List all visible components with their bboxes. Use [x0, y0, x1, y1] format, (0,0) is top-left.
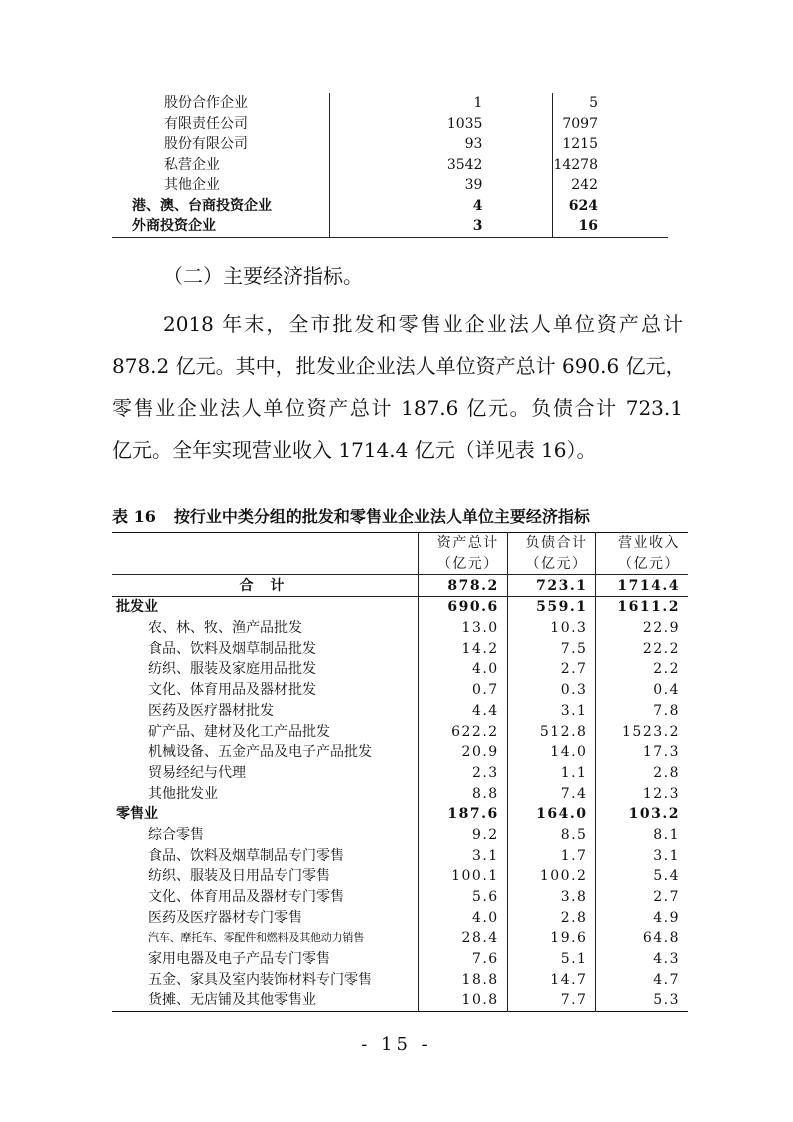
liabilities-value: 7.5 — [507, 638, 596, 659]
table-row — [112, 93, 668, 114]
table-row — [112, 866, 688, 887]
assets-value: 13.0 — [418, 618, 507, 639]
table-row — [112, 990, 688, 1011]
table-row — [112, 659, 688, 680]
table-16-header — [112, 533, 688, 575]
row-label: 外商投资企业 — [112, 216, 330, 237]
total-label: 合 计 — [112, 575, 418, 597]
table-row — [112, 887, 688, 908]
section-row — [112, 804, 688, 825]
table-row — [112, 701, 688, 722]
revenue-value: 1523.2 — [622, 723, 680, 740]
row-value-a: 1035 — [330, 114, 553, 135]
total-revenue: 1714.4 — [596, 575, 688, 597]
liabilities-value: 512.8 — [507, 721, 596, 742]
table-row — [112, 763, 688, 784]
liabilities-value: 14.0 — [507, 742, 596, 763]
section-heading: （二）主要经济指标。 — [163, 264, 363, 288]
assets-value: 10.8 — [418, 990, 507, 1011]
row-label: 食品、饮料及烟草制品专门零售 — [112, 845, 418, 866]
table-row — [112, 969, 688, 990]
row-value-b: 7097 — [562, 115, 598, 132]
row-value-a: 3542 — [330, 155, 553, 176]
row-value-a: 4 — [330, 196, 553, 217]
row-label: 汽车、摩托车、零配件和燃料及其他动力销售 — [112, 928, 418, 949]
row-label: 货摊、无店铺及其他零售业 — [112, 990, 418, 1011]
row-label: 综合零售 — [112, 825, 418, 846]
assets-value: 3.1 — [418, 845, 507, 866]
table-row — [112, 134, 668, 155]
row-label: 五金、家具及室内装饰材料专门零售 — [112, 969, 418, 990]
header-liabilities: 负债合计 — [507, 533, 596, 554]
row-value-a: 39 — [330, 175, 553, 196]
row-label: 机械设备、五金产品及电子产品批发 — [112, 742, 418, 763]
row-value-a: 3 — [330, 216, 553, 237]
assets-value: 20.9 — [418, 742, 507, 763]
table-row — [112, 783, 688, 804]
assets-value: 7.6 — [418, 949, 507, 970]
page-number: - 15 - — [361, 1034, 432, 1055]
row-label: 股份合作企业 — [112, 93, 330, 114]
table-row — [112, 638, 688, 659]
liabilities-value: 10.3 — [507, 618, 596, 639]
table-row — [112, 216, 668, 237]
revenue-value: 4.3 — [653, 951, 680, 968]
assets-value: 100.1 — [418, 866, 507, 887]
liabilities-value: 7.4 — [507, 783, 596, 804]
revenue-value: 2.2 — [653, 661, 680, 678]
row-label: 家用电器及电子产品专门零售 — [112, 949, 418, 970]
liabilities-value: 3.8 — [507, 887, 596, 908]
liabilities-value: 5.1 — [507, 949, 596, 970]
row-label: 矿产品、建材及化工产品批发 — [112, 721, 418, 742]
row-label: 有限责任公司 — [112, 114, 330, 135]
paragraph-line-1: 2018 年末，全市批发和零售业企业法人单位资产总计 — [163, 312, 683, 336]
assets-value: 9.2 — [418, 825, 507, 846]
enterprise-count-table — [112, 93, 668, 238]
table-row — [112, 175, 668, 196]
enterprise-count-table-body — [112, 93, 668, 237]
table-row — [112, 721, 688, 742]
total-row — [112, 575, 688, 597]
revenue-value: 22.2 — [642, 640, 680, 657]
assets-value: 4.0 — [418, 659, 507, 680]
table-row — [112, 907, 688, 928]
liabilities-value: 2.7 — [507, 659, 596, 680]
assets-value: 5.6 — [418, 887, 507, 908]
table-row — [112, 618, 688, 639]
row-value-a: 93 — [330, 134, 553, 155]
header-revenue: 营业收入 — [618, 535, 680, 552]
row-label: 农、林、牧、渔产品批发 — [112, 618, 418, 639]
revenue-value: 5.3 — [653, 992, 680, 1009]
table-row — [112, 949, 688, 970]
liabilities-value: 1.7 — [507, 845, 596, 866]
total-liabilities: 723.1 — [507, 575, 596, 597]
row-label: 纺织、服装及日用品专门零售 — [112, 866, 418, 887]
revenue-value: 12.3 — [642, 785, 680, 802]
row-label: 贸易经纪与代理 — [112, 763, 418, 784]
row-value-b: 14278 — [553, 156, 598, 173]
header-liabilities-unit: （亿元） — [507, 554, 596, 575]
row-value-b: 16 — [553, 216, 668, 237]
revenue-value: 4.9 — [653, 909, 680, 926]
header-assets-unit: （亿元） — [418, 554, 507, 575]
table-16-title: 按行业中类分组的批发和零售业企业法人单位主要经济指标 — [173, 507, 590, 526]
assets-value: 622.2 — [418, 721, 507, 742]
header-assets: 资产总计 — [418, 533, 507, 554]
row-label: 食品、饮料及烟草制品批发 — [112, 638, 418, 659]
paragraph-line-2: 878.2 亿元。其中，批发业企业法人单位资产总计 690.6 亿元， — [112, 354, 686, 378]
assets-value: 2.3 — [418, 763, 507, 784]
header-revenue-unit: （亿元） — [596, 554, 688, 575]
row-label: 其他企业 — [112, 175, 330, 196]
table-row — [112, 825, 688, 846]
table-row — [112, 742, 688, 763]
assets-value: 8.8 — [418, 783, 507, 804]
assets-value: 28.4 — [418, 928, 507, 949]
row-label: 零售业 — [112, 804, 418, 825]
revenue-value: 3.1 — [653, 847, 680, 864]
table-16-body — [112, 575, 688, 1011]
assets-value: 4.0 — [418, 907, 507, 928]
row-label: 医药及医疗器材批发 — [112, 701, 418, 722]
liabilities-value: 0.3 — [507, 680, 596, 701]
revenue-value: 1611.2 — [617, 599, 680, 616]
row-label: 医药及医疗器材专门零售 — [112, 907, 418, 928]
table-row — [112, 196, 668, 217]
assets-value: 18.8 — [418, 969, 507, 990]
revenue-value: 8.1 — [653, 826, 680, 843]
revenue-value: 4.7 — [653, 971, 680, 988]
liabilities-value: 19.6 — [507, 928, 596, 949]
revenue-value: 17.3 — [642, 744, 680, 761]
row-label: 文化、体育用品及器材批发 — [112, 680, 418, 701]
liabilities-value: 8.5 — [507, 825, 596, 846]
liabilities-value: 14.7 — [507, 969, 596, 990]
row-value-b: 5 — [589, 95, 598, 112]
table-row — [112, 155, 668, 176]
table-16-caption — [112, 505, 688, 529]
row-label: 其他批发业 — [112, 783, 418, 804]
assets-value: 4.4 — [418, 701, 507, 722]
assets-value: 187.6 — [418, 804, 507, 825]
revenue-value: 7.8 — [653, 702, 680, 719]
liabilities-value: 559.1 — [507, 597, 596, 618]
revenue-value: 2.7 — [653, 889, 680, 906]
revenue-value: 2.8 — [653, 764, 680, 781]
table-row — [112, 114, 668, 135]
liabilities-value: 2.8 — [507, 907, 596, 928]
liabilities-value: 7.7 — [507, 990, 596, 1011]
row-label: 股份有限公司 — [112, 134, 330, 155]
assets-value: 14.2 — [418, 638, 507, 659]
paragraph-line-4: 亿元。全年实现营业收入 1714.4 亿元（详见表 16）。 — [112, 438, 597, 462]
total-assets: 878.2 — [418, 575, 507, 597]
table-16-number: 表 16 — [112, 507, 156, 526]
liabilities-value: 3.1 — [507, 701, 596, 722]
liabilities-value: 100.2 — [507, 866, 596, 887]
assets-value: 0.7 — [418, 680, 507, 701]
paragraph-line-3: 零售业企业法人单位资产总计 187.6 亿元。负债合计 723.1 — [112, 396, 683, 420]
row-value-b: 242 — [571, 177, 598, 194]
row-value-b: 1215 — [562, 136, 598, 153]
revenue-value: 103.2 — [628, 806, 680, 823]
table-row — [112, 845, 688, 866]
revenue-value: 22.9 — [642, 620, 680, 637]
row-label: 纺织、服装及家庭用品批发 — [112, 659, 418, 680]
row-label: 文化、体育用品及器材专门零售 — [112, 887, 418, 908]
table-row — [112, 928, 688, 949]
revenue-value: 64.8 — [642, 930, 680, 947]
revenue-value: 5.4 — [653, 868, 680, 885]
row-label: 私营企业 — [112, 155, 330, 176]
section-row — [112, 597, 688, 618]
row-label: 批发业 — [112, 597, 418, 618]
liabilities-value: 164.0 — [507, 804, 596, 825]
revenue-value: 0.4 — [653, 682, 680, 699]
header-blank-cell — [112, 533, 418, 575]
assets-value: 690.6 — [418, 597, 507, 618]
row-value-a: 1 — [330, 93, 553, 114]
row-value-b: 624 — [568, 197, 598, 214]
liabilities-value: 1.1 — [507, 763, 596, 784]
economic-indicators-table — [112, 532, 688, 1012]
row-label: 港、澳、台商投资企业 — [112, 196, 330, 217]
table-row — [112, 680, 688, 701]
